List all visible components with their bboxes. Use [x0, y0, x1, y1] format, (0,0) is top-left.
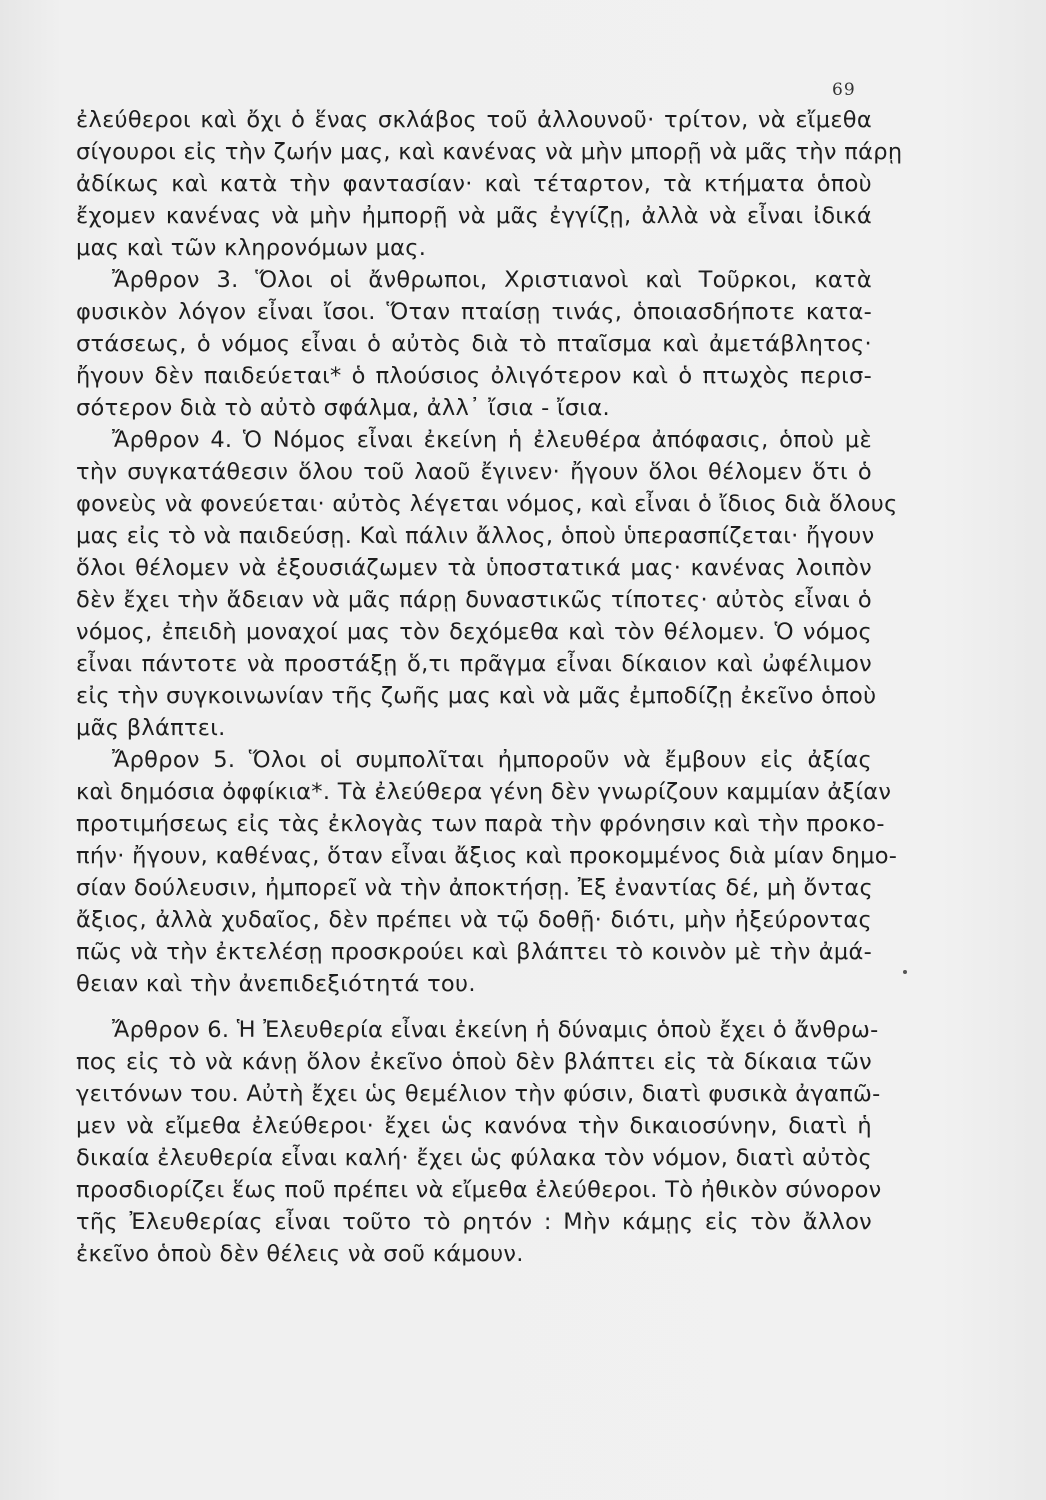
text-line: νόμος, ἐπειδὴ μοναχοί μας τὸν δεχόμεθα καὶ τὸν θέλομεν. Ὁ νόμος	[76, 619, 872, 645]
text-line: μᾶς βλάπτει.	[76, 715, 226, 741]
text-line: προτιμήσεως εἰς τὰς ἐκλογὰς των παρὰ τὴν φρόνησιν καὶ τὴν προκο-	[76, 811, 885, 837]
text-line: ὅλοι θέλομεν νὰ ἐξουσιάζωμεν τὰ ὑποστατικά μας· κανένας λοιπὸν	[76, 555, 872, 581]
text-line: σότερον διὰ τὸ αὐτὸ σφάλμα, ἀλλ᾽ ἴσια - ἴσια.	[76, 395, 610, 421]
text-line: πήν· ἤγουν, καθένας, ὅταν εἶναι ἄξιος καὶ προκομμένος διὰ μίαν δημο-	[76, 843, 898, 869]
text-line: πῶς νὰ τὴν ἐκτελέσῃ προσκρούει καὶ βλάπτει τὸ κοινὸν μὲ τὴν ἀμά-	[76, 939, 872, 965]
text-line: μας καὶ τῶν κληρονόμων μας.	[76, 235, 427, 261]
text-line: φονεὺς νὰ φονεύεται· αὐτὸς λέγεται νόμος, καὶ εἶναι ὁ ἴδιος διὰ ὅλους	[76, 491, 898, 517]
text-line: ἀδίκως καὶ κατὰ τὴν φαντασίαν· καὶ τέταρτον, τὰ κτήματα ὁποὺ	[76, 171, 872, 197]
text-line: μεν νὰ εἴμεθα ἐλεύθεροι· ἔχει ὡς κανόνα τὴν δικαιοσύνην, διατὶ ἡ	[76, 1113, 872, 1139]
text-line: πος εἰς τὸ νὰ κάνῃ ὅλον ἐκεῖνο ὁποὺ δὲν βλάπτει εἰς τὰ δίκαια τῶν	[76, 1049, 872, 1075]
text-line: γειτόνων του. Αὐτὴ ἔχει ὡς θεμέλιον τὴν φύσιν, διατὶ φυσικὰ ἀγαπῶ-	[76, 1081, 881, 1107]
text-line: θειαν καὶ τὴν ἀνεπιδεξιότητά του.	[76, 971, 476, 997]
text-line: δικαία ἐλευθερία εἶναι καλή· ἔχει ὡς φύλακα τὸν νόμον, διατὶ αὐτὸς	[76, 1145, 872, 1171]
text-line: εἰς τὴν συγκοινωνίαν τῆς ζωῆς μας καὶ νὰ μᾶς ἐμποδίζῃ ἐκεῖνο ὁποὺ	[76, 683, 877, 709]
text-line: ἐλεύθεροι καὶ ὄχι ὁ ἕνας σκλάβος τοῦ ἀλλουνοῦ· τρίτον, νὰ εἴμεθα	[76, 107, 872, 133]
text-line: ἐκεῖνο ὁποὺ δὲν θέλεις νὰ σοῦ κάμουν.	[76, 1241, 524, 1267]
text-line: σίαν δούλευσιν, ἠμπορεῖ νὰ τὴν ἀποκτήσῃ. Ἐξ ἐναντίας δέ, μὴ ὄντας	[76, 875, 873, 901]
text-line: ἤγουν δὲν παιδεύεται* ὁ πλούσιος ὀλιγότερον καὶ ὁ πτωχὸς περισ-	[76, 363, 872, 389]
text-line: σίγουροι εἰς τὴν ζωήν μας, καὶ κανένας νὰ μὴν μπορῇ νὰ μᾶς τὴν πάρῃ	[76, 139, 903, 165]
article-heading-line: Ἄρθρον 6. Ἡ Ἐλευθερία εἶναι ἐκείνη ἡ δύναμις ὁποὺ ἔχει ὁ ἄνθρω-	[112, 1017, 879, 1043]
text-line: καὶ δημόσια ὀφφίκια*. Τὰ ἐλεύθερα γένη δὲν γνωρίζουν καμμίαν ἀξίαν	[76, 779, 892, 805]
page-number: 69	[832, 80, 856, 100]
text-line: ἄξιος, ἀλλὰ χυδαῖος, δὲν πρέπει νὰ τῷ δοθῇ· διότι, μὴν ἠξεύροντας	[76, 907, 872, 933]
text-line: φυσικὸν λόγον εἶναι ἴσοι. Ὅταν πταίσῃ τινάς, ὁποιασδήποτε κατα-	[76, 299, 872, 325]
text-line: ἔχομεν κανένας νὰ μὴν ἠμπορῇ νὰ μᾶς ἐγγίζῃ, ἀλλὰ νὰ εἶναι ἰδικά	[76, 203, 872, 229]
text-line: τῆς Ἐλευθερίας εἶναι τοῦτο τὸ ρητόν : Μὴν κάμῃς εἰς τὸν ἄλλον	[76, 1209, 872, 1235]
text-line: στάσεως, ὁ νόμος εἶναι ὁ αὐτὸς διὰ τὸ πταῖσμα καὶ ἀμετάβλητος·	[76, 331, 872, 357]
article-heading-line: Ἄρθρον 4. Ὁ Νόμος εἶναι ἐκείνη ἡ ἐλευθέρα ἀπόφασις, ὁποὺ μὲ	[112, 427, 872, 453]
text-line: εἶναι πάντοτε νὰ προστάξῃ ὅ,τι πρᾶγμα εἶναι δίκαιον καὶ ὠφέλιμον	[76, 651, 872, 677]
text-line: τὴν συγκατάθεσιν ὅλου τοῦ λαοῦ ἔγινεν· ἤγουν ὅλοι θέλομεν ὅτι ὁ	[76, 459, 872, 485]
text-line: δὲν ἔχει τὴν ἄδειαν νὰ μᾶς πάρῃ δυναστικῶς τίποτες· αὐτὸς εἶναι ὁ	[76, 587, 872, 613]
article-heading-line: Ἄρθρον 3. Ὅλοι οἱ ἄνθρωποι, Χριστιανοὶ καὶ Τοῦρκοι, κατὰ	[112, 267, 872, 293]
text-line: προσδιορίζει ἕως ποῦ πρέπει νὰ εἴμεθα ἐλεύθεροι. Τὸ ἠθικὸν σύνορον	[76, 1177, 882, 1203]
print-speck	[903, 970, 907, 974]
article-heading-line: Ἄρθρον 5. Ὅλοι οἱ συμπολῖται ἠμποροῦν νὰ ἔμβουν εἰς ἀξίας	[112, 747, 872, 773]
text-line: μας εἰς τὸ νὰ παιδεύσῃ. Καὶ πάλιν ἄλλος, ὁποὺ ὑπερασπίζεται· ἤγουν	[76, 523, 875, 549]
